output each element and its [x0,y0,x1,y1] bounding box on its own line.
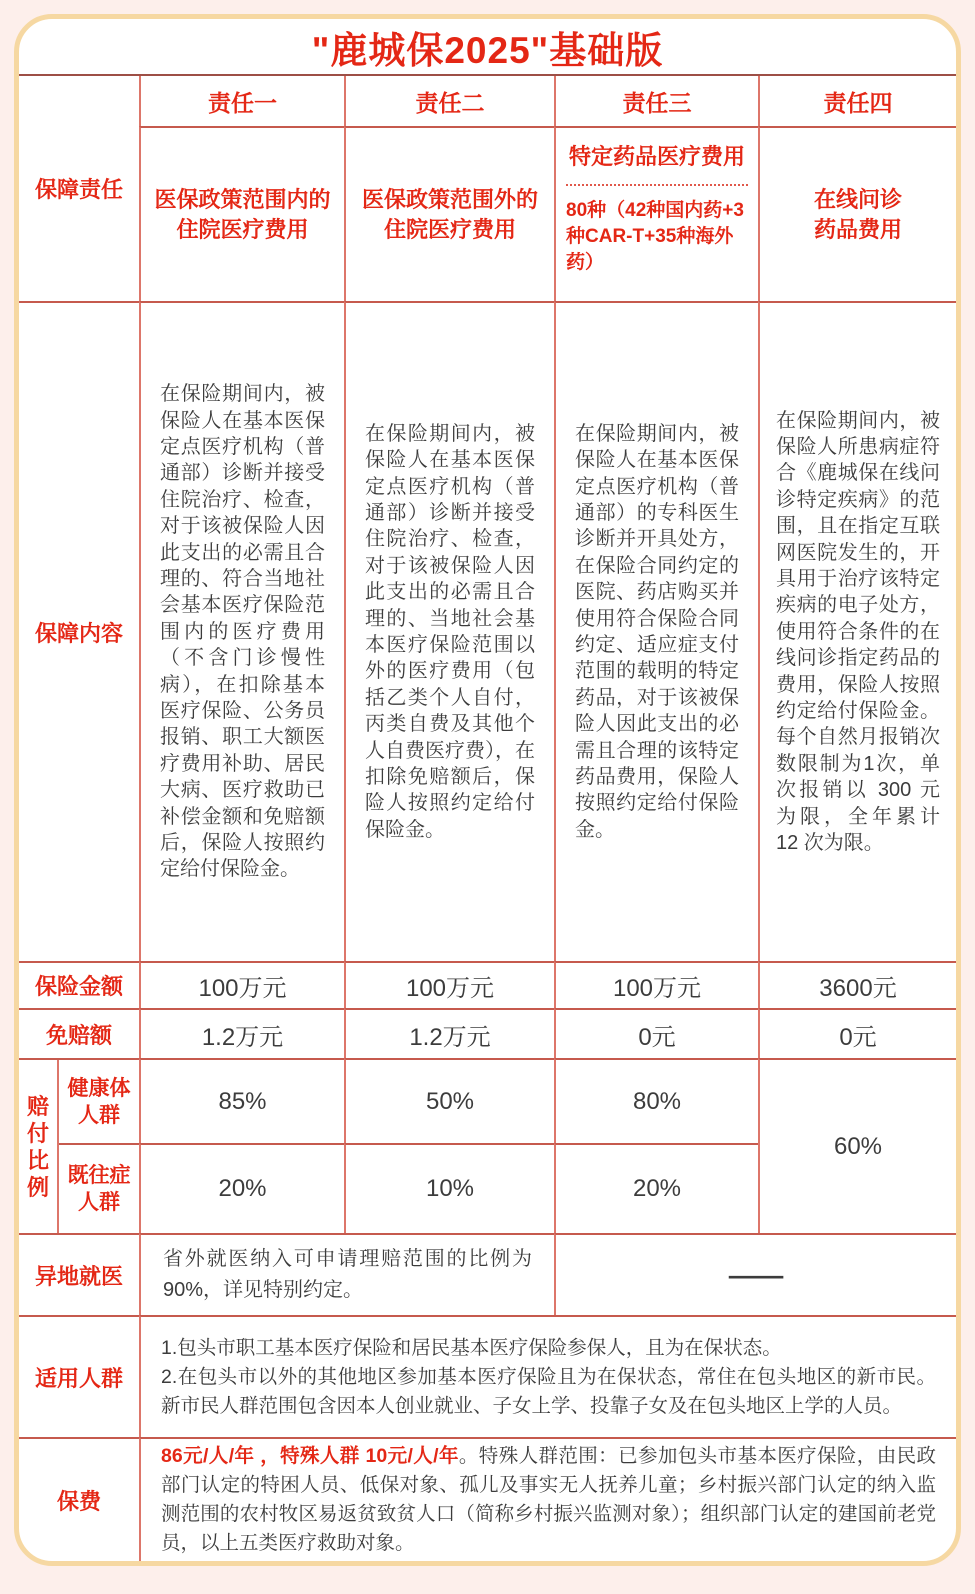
premium-price: 86元/人/年 ，特殊人群 10元/人/年 [161,1445,459,1467]
liability-4-description: 在线问诊 药品费用 [758,126,956,301]
ratio-merged-4: 60% [758,1058,956,1233]
row-label-ratio-group [19,1058,139,1233]
liability-3-description [554,126,758,301]
column-header-liability-4: 责任四 [758,76,956,126]
page-title: "鹿城保2025"基础版 [19,19,956,76]
row-label-content: 保障内容 [19,301,139,961]
benefits-table [19,19,956,1561]
ratio-healthy-2: 50% [344,1058,554,1143]
remote-medical-text: 省外就医纳入可申请理赔范围的比例为90%，详见特别约定。 [139,1233,554,1315]
column-header-liability-3: 责任三 [554,76,758,126]
row-label-liability: 保障责任 [34,177,123,202]
premium-text [139,1437,956,1561]
column-header-liability-2: 责任二 [344,76,554,126]
no-coverage-dash: — [728,1259,784,1290]
row-label-amount: 保险金额 [19,961,139,1008]
row-label-remote: 异地就医 [19,1233,139,1315]
applicable-item-2: 2.在包头市以外的其他地区参加基本医疗保险且为在保状态，常住在包头地区的新市民。新市民人群范围包含因本人创业就业、子女上学、投靠子女及在包头地区上学的人员。 [161,1365,936,1417]
row-label-premium: 保费 [19,1437,139,1561]
amount-4: 3600元 [758,961,956,1008]
liability-1-description: 医保政策范围内的住院医疗费用 [139,126,344,301]
amount-1: 100万元 [139,961,344,1008]
coverage-content-3: 在保险期间内，被保险人在基本医保定点医疗机构（普通部）的专科医生诊断并开具处方，在保险合同约定的医院、药店购买并使用符合保险合同约定、适应症支付范围的载明的特定药品，对于该被保险人因此支出的必需且合理的该特定药品费用，保险人按照约定给付保险金。 [554,301,758,961]
applicable-item-1: 1.包头市职工基本医疗保险和居民基本医疗保险参保人，且为在保状态。 [161,1336,782,1359]
dotted-divider [566,184,748,186]
row-label-deductible: 免赔额 [19,1008,139,1058]
coverage-content-4: 在保险期间内，被保险人所患病症符合《鹿城保在线问诊特定疾病》的范围，且在指定互联网医院发生的，开具用于治疗该特定疾病的电子处方，使用符合条件的在线问诊指定药品的费用，保险人按照约定给付保险金。每个自然月报销次数限制为1次，单次报销以 300 元为限，全年累计 12 次为限。 [758,301,956,961]
remote-not-covered [554,1233,956,1315]
deductible-4: 0元 [758,1008,956,1058]
ratio-pre-existing-3: 20% [554,1143,758,1233]
deductible-1: 1.2万元 [139,1008,344,1058]
ratio-pre-existing-2: 10% [344,1143,554,1233]
liability-3-title: 特定药品医疗费用 [568,144,745,169]
deductible-3: 0元 [554,1008,758,1058]
liability-3-drug-count: 80种（42种国内药+3种CAR-T+35种海外药） [566,200,744,273]
ratio-healthy-3: 80% [554,1058,758,1143]
ratio-pre-existing-1: 20% [139,1143,344,1233]
insurance-benefits-card [14,14,961,1566]
amount-3: 100万元 [554,961,758,1008]
amount-2: 100万元 [344,961,554,1008]
liability-2-description: 医保政策范围外的住院医疗费用 [344,126,554,301]
coverage-content-1: 在保险期间内，被保险人在基本医保定点医疗机构（普通部）诊断并接受住院治疗、检查，对于该被保险人因此支出的必需且合理的、符合当地社会基本医疗保险范围内的医疗费用（不含门诊慢性病），在扣除基本医疗保险、公务员报销、职工大额医疗费用补助、居民大病、医疗救助已补偿金额和免赔额后，保险人按照约定给付保险金。 [139,301,344,961]
row-label-ratio-pre-existing: 既往症人群 [59,1143,139,1233]
premium-detail: 。特殊人群范围：已参加包头市基本医疗保险，由民政部门认定的特困人员、低保对象、孤儿及事实无人抚养儿童；乡村振兴部门认定的纳入监测范围的农村牧区易返贫致贫人口（简称乡村振兴监测对象）；组织部门认定的建国前老党员，以上五类医疗救助对象。 [161,1445,936,1554]
row-label-applicable: 适用人群 [19,1315,139,1437]
row-label-ratio: 赔付比例 [19,1060,59,1233]
column-header-liability-1: 责任一 [139,76,344,126]
coverage-content-2: 在保险期间内，被保险人在基本医保定点医疗机构（普通部）诊断并接受住院治疗、检查，对于该被保险人因此支出的必需且合理的、当地社会基本医疗保险范围以外的医疗费用（包括乙类个人自付，丙类自费及其他个人自费医疗费），在扣除免赔额后，保险人按照约定给付保险金。 [344,301,554,961]
ratio-healthy-1: 85% [139,1058,344,1143]
applicable-people-text [139,1315,956,1437]
row-label-ratio-healthy: 健康体人群 [67,1076,131,1127]
deductible-2: 1.2万元 [344,1008,554,1058]
